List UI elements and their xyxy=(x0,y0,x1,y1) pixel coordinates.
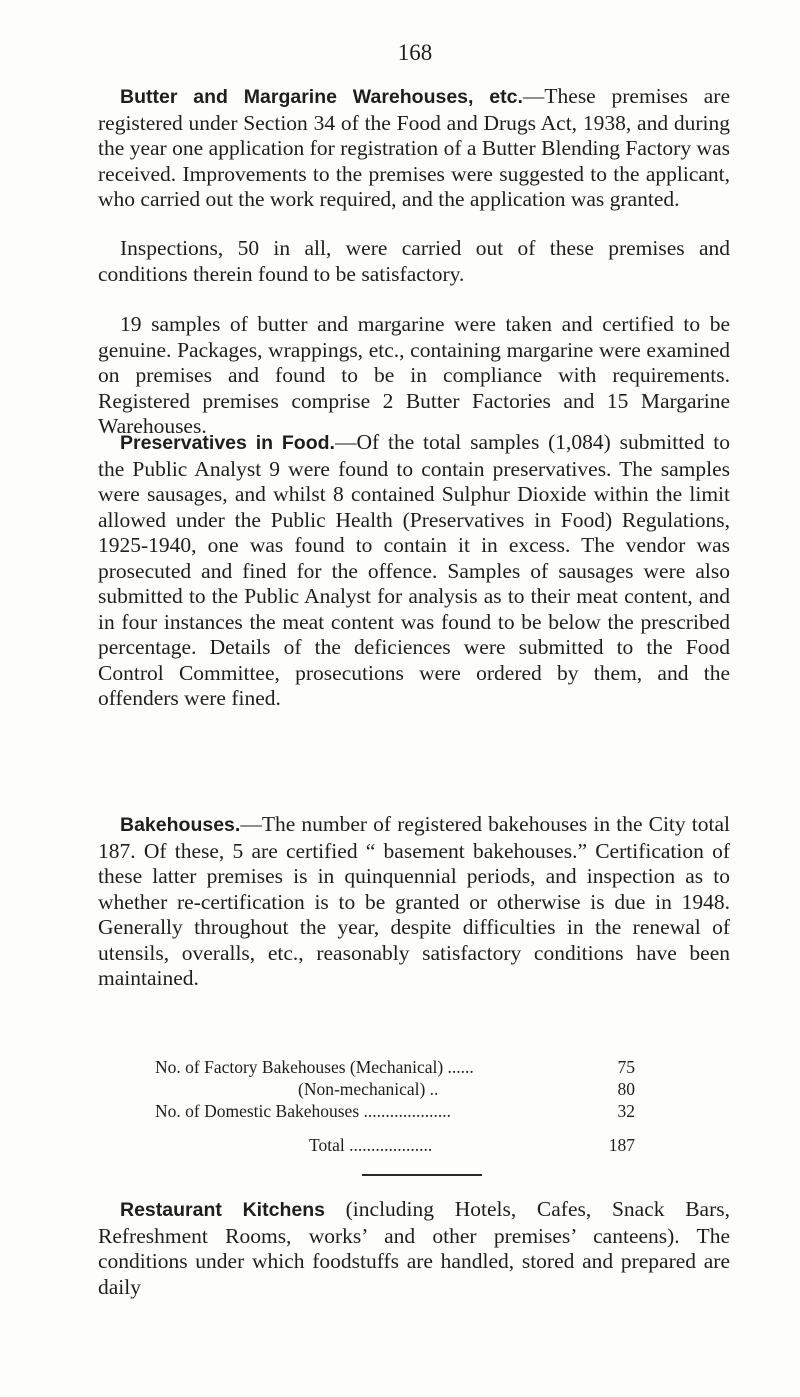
text-restaurant-kitchens: (including Hotels, Cafes, Snack Bars, Refreshment Rooms, works’ and other premises’ canteens). The conditions under which foodstuffs are handled, stored and prepared are daily xyxy=(98,1197,730,1299)
row-label: No. of Domestic Bakehouses .................... xyxy=(155,1101,452,1121)
row-value: 80 xyxy=(617,1079,635,1099)
paragraph-preservatives xyxy=(98,430,730,712)
table-row xyxy=(155,1078,635,1100)
heading-restaurant-kitchens: Restaurant Kitchens xyxy=(120,1199,325,1221)
paragraph-samples xyxy=(98,312,730,440)
paragraph-inspections xyxy=(98,236,730,287)
text-preservatives: —Of the total samples (1,084) submitted to the Public Analyst 9 were found to contain preservatives. The samples were sausages, and whilst 8 contained Sulphur Dioxide within the limit allowed under the Public Health (Preservatives in Food) Regulations, 1925-1940, one was found to contain it in excess. The vendor was prosecuted and fined for the offence. Samples of sausages were also submitted to the Public Analyst for analysis as to their meat content, and in four instances the meat content was found to be below the prescribed percentage. Details of the deficiences were submitted to the Food Control Committee, prosecutions were ordered by them, and the offenders were fined. xyxy=(98,430,730,710)
section-divider xyxy=(362,1174,482,1176)
total-value: 187 xyxy=(608,1135,635,1155)
table-row xyxy=(155,1056,635,1078)
row-value: 32 xyxy=(617,1101,635,1121)
total-label: Total ................... xyxy=(309,1135,433,1155)
paragraph-butter-margarine xyxy=(98,84,730,213)
row-label: No. of Factory Bakehouses (Mechanical) ...... xyxy=(155,1057,474,1077)
page-number: 168 xyxy=(397,40,433,65)
row-value: 75 xyxy=(617,1057,635,1077)
bakehouse-table xyxy=(155,1056,635,1156)
text-butter-margarine: —These premises are registered under Section 34 of the Food and Drugs Act, 1938, and during the year one application for registration of a Butter Blending Factory was received. Improvements to the premises were suggested to the applicant, who carried out the work required, and the application was granted. xyxy=(98,84,730,211)
heading-butter-margarine: Butter and Margarine Warehouses, etc. xyxy=(120,86,523,108)
text-inspections: Inspections, 50 in all, were carried out of these premises and conditions therein found to be satisfactory. xyxy=(98,236,730,286)
paragraph-bakehouses xyxy=(98,812,730,992)
text-bakehouses: —The number of registered bakehouses in the City total 187. Of these, 5 are certified “ basement bakehouses.” Certification of these latter premises is in quinquennial periods, and inspection as to whether re-certification is to be granted or otherwise is due in 1948. Generally throughout the year, despite difficulties in the renewal of utensils, overalls, etc., reasonably satisfactory conditions have been maintained. xyxy=(98,812,730,990)
paragraph-restaurant-kitchens xyxy=(98,1197,730,1300)
table-row xyxy=(155,1100,635,1122)
table-total-row xyxy=(155,1134,635,1156)
row-label: (Non-mechanical) .. xyxy=(298,1079,439,1099)
heading-preservatives: Preservatives in Food. xyxy=(120,432,335,454)
text-samples: 19 samples of butter and margarine were taken and certified to be genuine. Packages, wrappings, etc., containing margarine were examined on premises and found to be in compliance with requirements. Registered premises comprise 2 Butter Factories and 15 Margarine Warehouses. xyxy=(98,312,730,438)
heading-bakehouses: Bakehouses. xyxy=(120,814,241,836)
